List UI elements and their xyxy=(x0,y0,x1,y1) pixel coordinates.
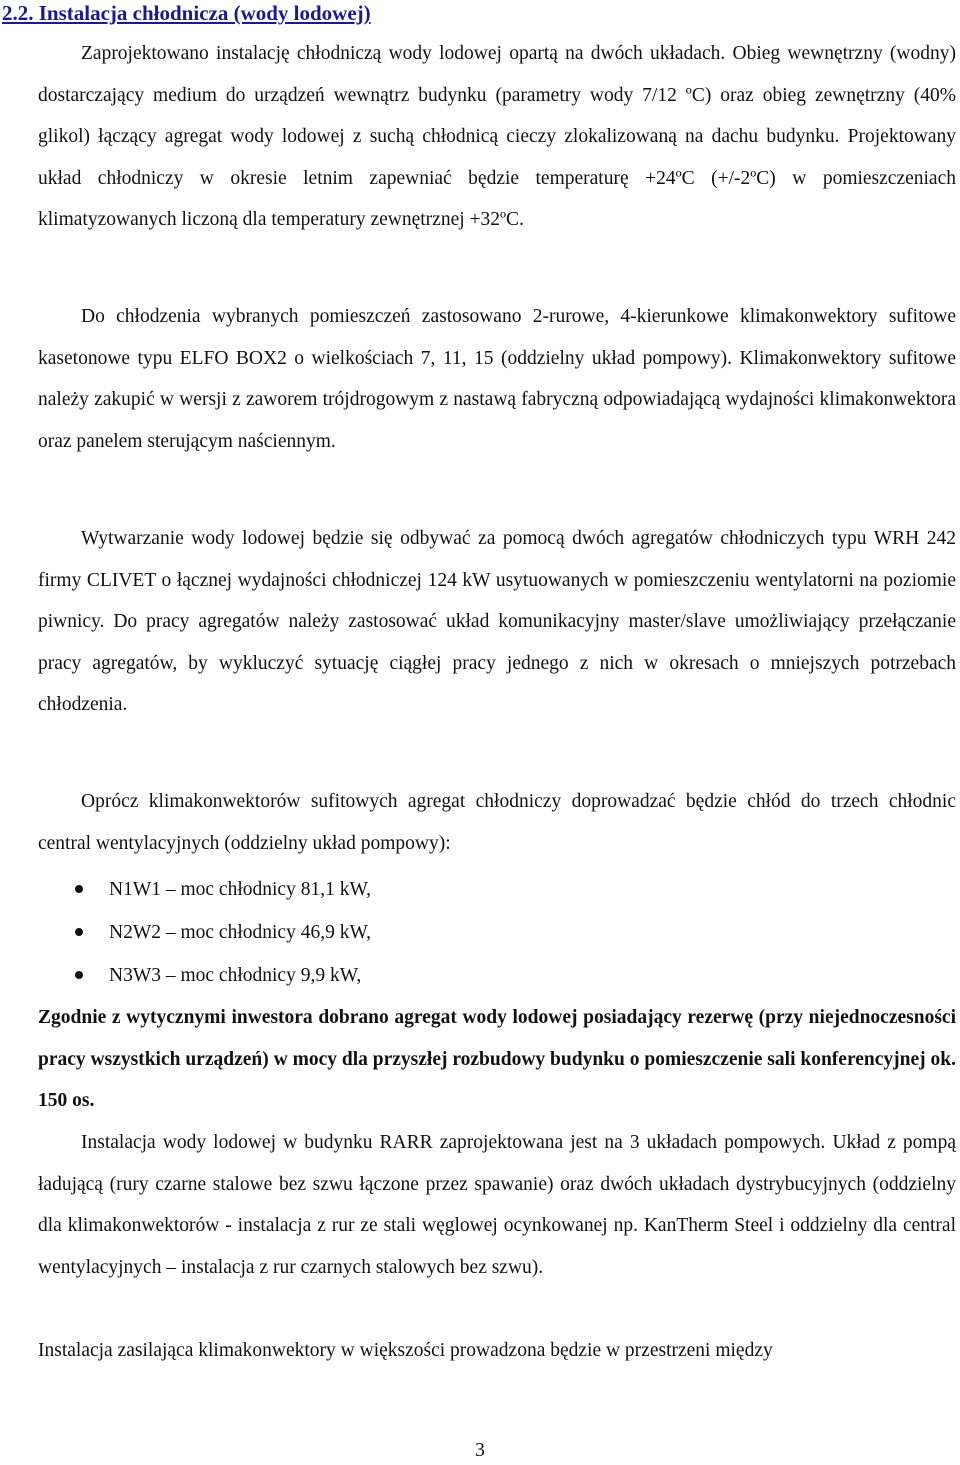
paragraph-pump-systems: Instalacja wody lodowej w budynku RARR zaprojektowana jest na 3 układach pompowych. Układ z pompą ładującą (rury czarne stalowe bez szwu łączone przez spawanie) oraz dwóch układach dystrybucyjnych (oddzielny dla klimakonwektorów - instalacja z rur ze stali węglowej ocynkowanej np. KanTherm Steel i oddzielny dla central wentylacyjnych – instalacja z rur czarnych stalowych bez szwu). xyxy=(38,1132,956,1278)
bullet-icon xyxy=(75,971,83,979)
paragraph-chillers: Wytwarzanie wody lodowej będzie się odbywać za pomocą dwóch agregatów chłodniczych typu WRH 242 firmy CLIVET o łącznej wydajności chłodniczej 124 kW usytuowanych w pomieszczeniu wentylatorni na poziomie piwnicy. Do pracy agregatów należy zastosować układ komunikacyjny master/slave umożliwiający przełączanie pracy agregatów, by wykluczyć sytuację ciągłej pracy jednego z nich w okresach o mniejszych potrzebach chłodzenia. xyxy=(38,528,956,716)
section-heading: 2.2. Instalacja chłodnicza (wody lodowej) xyxy=(2,1,371,25)
paragraph-fan-coils: Do chłodzenia wybranych pomieszczeń zastosowano 2-rurowe, 4-kierunkowe klimakonwektory sufitowe kasetonowe typu ELFO BOX2 o wielkościach 7, 11, 15 (oddzielny układ pompowy). Klimakonwektory sufitowe należy zakupić w wersji z zaworem trójdrogowym z nastawą fabryczną odpowiadającą wydajności klimakonwektora oraz panelem sterującym naściennym. xyxy=(38,306,956,452)
page-number: 3 xyxy=(475,1440,485,1461)
paragraph-intro: Zaprojektowano instalację chłodniczą wody lodowej opartą na dwóch układach. Obieg wewnętrzny (wodny) dostarczający medium do urządzeń wewnątrz budynku (parametry wody 7/12 ºC) oraz obieg zewnętrzny (40% glikol) łączący agregat wody lodowej z suchą chłodnicą cieczy zlokalizowaną na dachu budynku. Projektowany układ chłodniczy w okresie letnim zapewniać będzie temperaturę +24ºC (+/-2ºC) w pomieszczeniach klimatyzowanych liczoną dla temperatury zewnętrznej +32ºC. xyxy=(38,43,956,231)
paragraph-supply-installation: Instalacja zasilająca klimakonwektory w większości prowadzona będzie w przestrzeni między xyxy=(38,1340,773,1361)
paragraph-reserve-note: Zgodnie z wytycznymi inwestora dobrano agregat wody lodowej posiadający rezerwę (przy niejednoczesności pracy wszystkich urządzeń) w mocy dla przyszłej rozbudowy budynku o pomieszczenie sali konferencyjnej ok. 150 os. xyxy=(38,1007,956,1112)
bullet-icon xyxy=(75,928,83,936)
list-item: N3W3 – moc chłodnicy 9,9 kW, xyxy=(38,954,918,997)
list-item: N2W2 – moc chłodnicy 46,9 kW, xyxy=(38,911,918,954)
bullet-icon xyxy=(75,885,83,893)
list-item: N1W1 – moc chłodnicy 81,1 kW, xyxy=(38,868,918,911)
paragraph-air-handlers: Oprócz klimakonwektorów sufitowych agregat chłodniczy doprowadzać będzie chłód do trzech chłodnic central wentylacyjnych (oddzielny układ pompowy): xyxy=(38,791,956,854)
cooler-list xyxy=(38,868,918,997)
